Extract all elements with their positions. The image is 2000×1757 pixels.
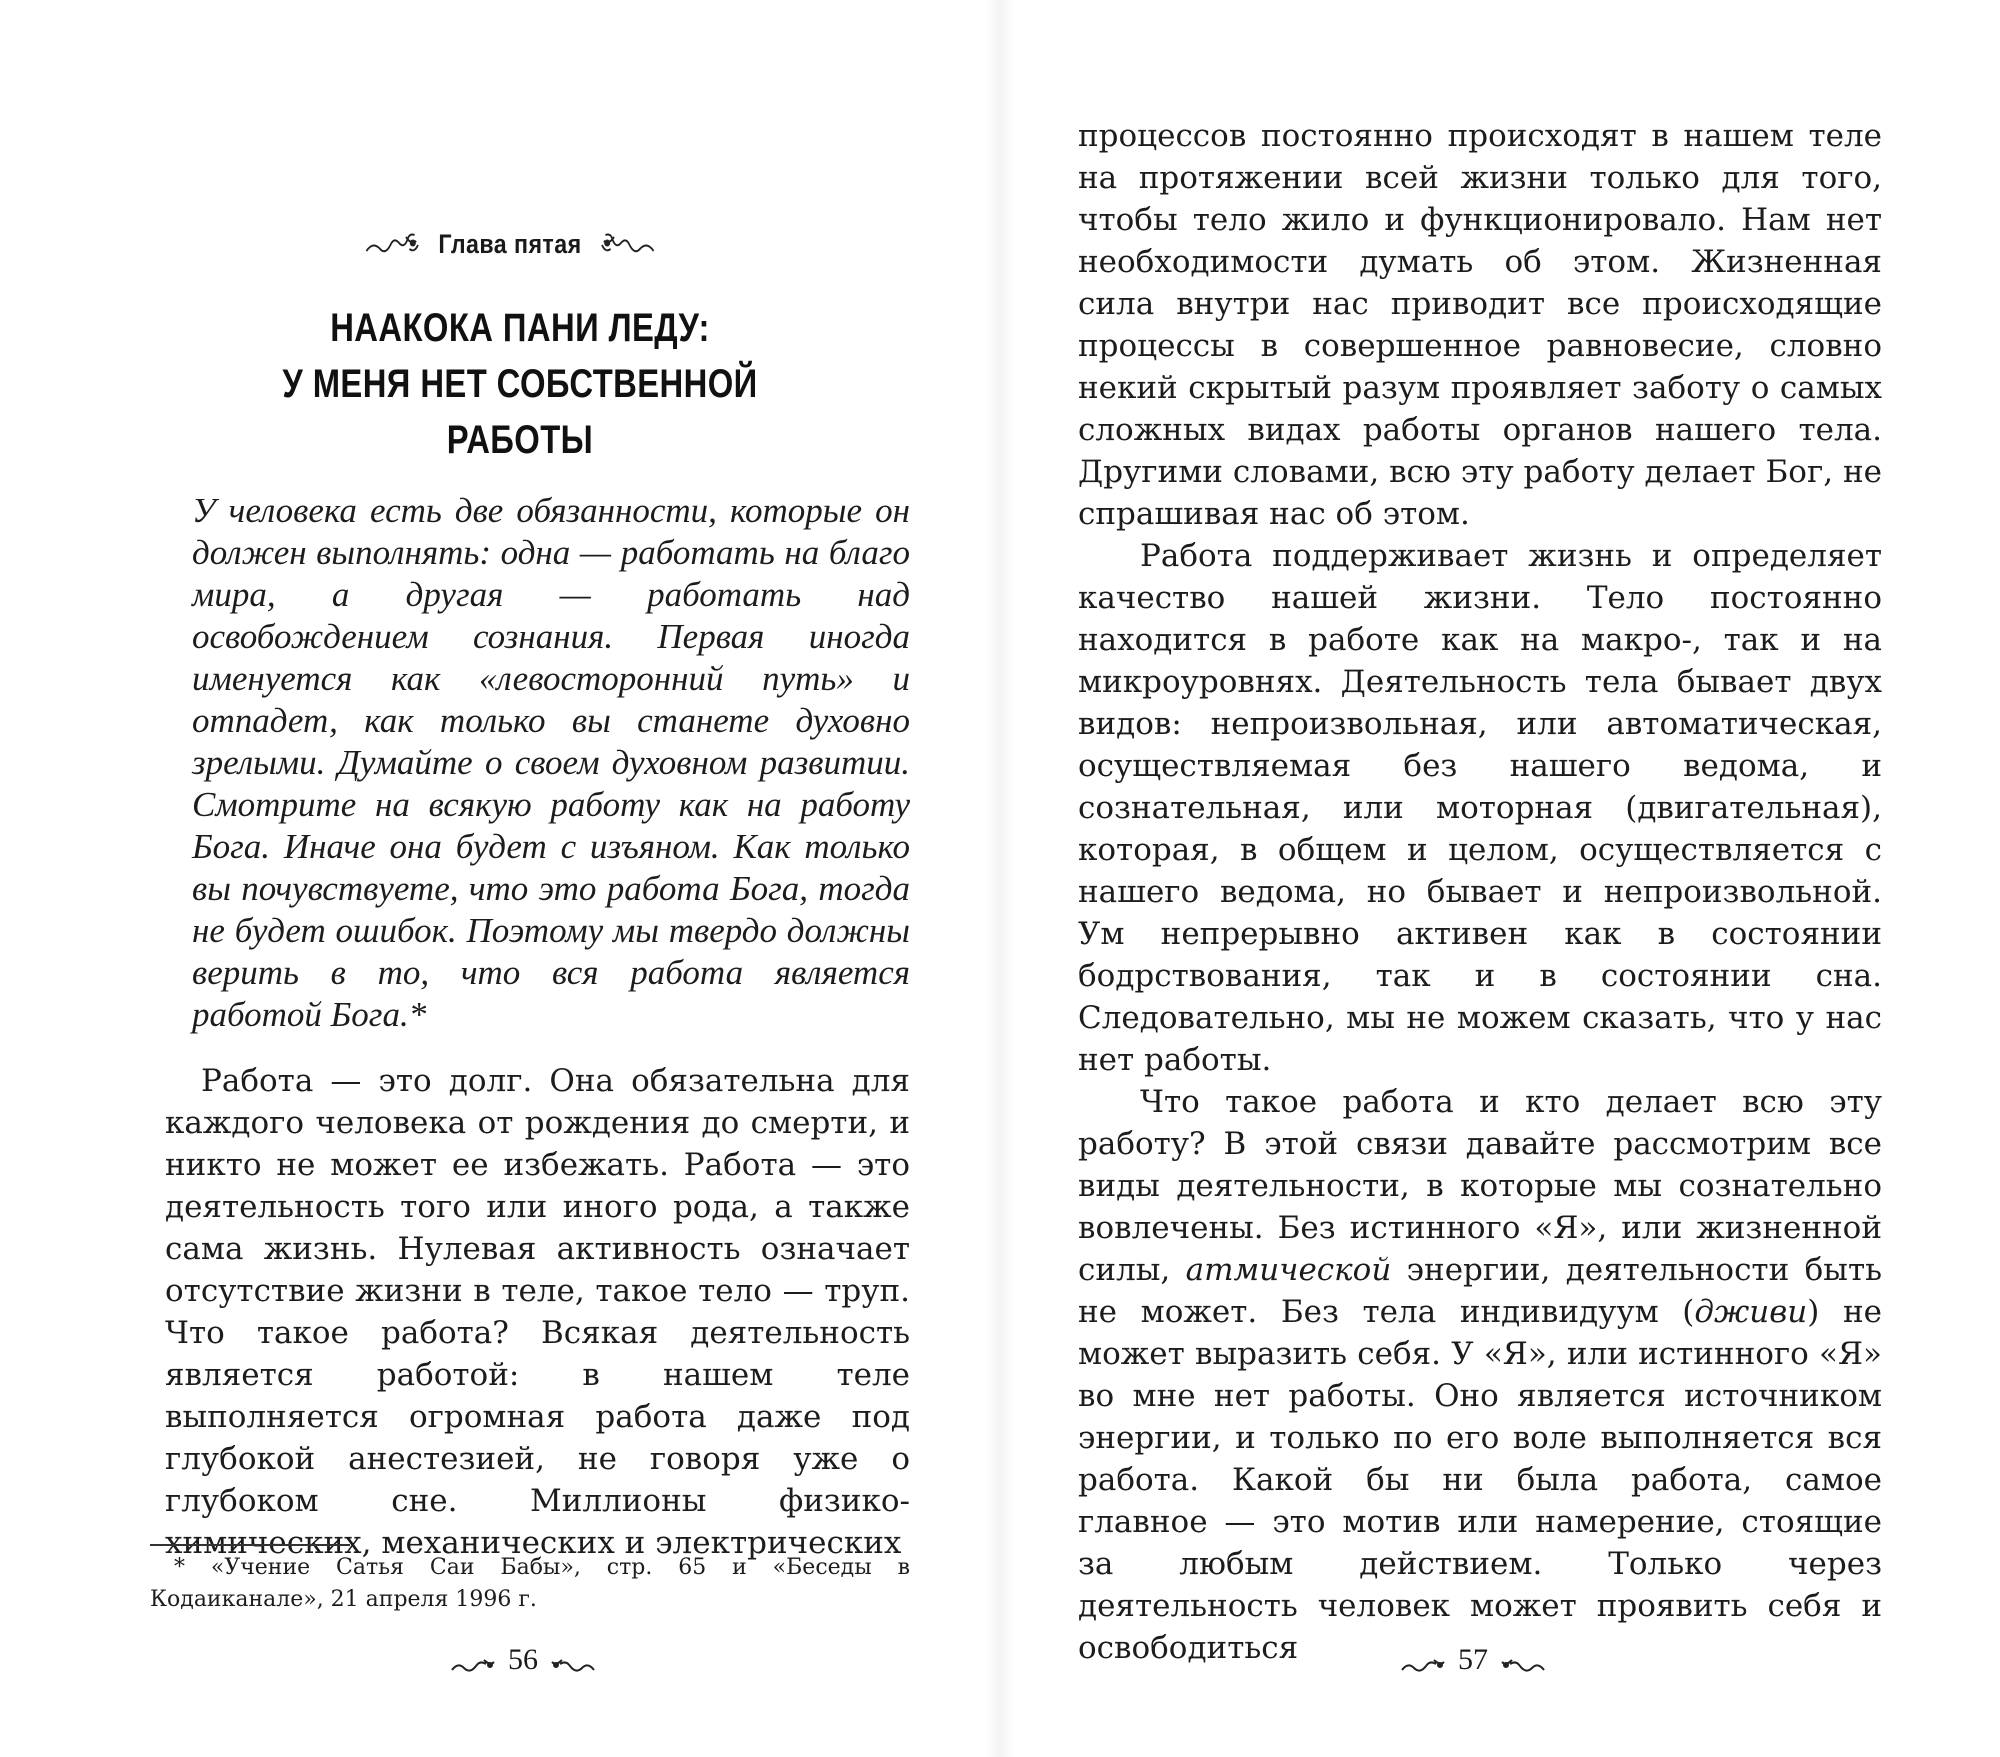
page-number: 57	[1458, 1643, 1488, 1676]
chapter-title-line-1: НААКОКА ПАНИ ЛЕДУ:	[330, 306, 710, 350]
text-run: энергии, деятельности быть не может. Без тела индивидуум (	[1078, 1252, 1882, 1330]
body-paragraph: Работа поддерживает жизнь и определяет качество нашей жизни. Тело постоянно находится в работе как на макро-, так и на микроуровнях. Деятельность тела бывает двух видов: непроизвольная, или автоматическая, осуществляемая без нашего ведома, и сознательная, или моторная (двигательная), которая, в общем и целом, осуществляется с нашего ведома, но бывает и непроизвольной. Ум непрерывно активен как в состоянии бодрствования, так и в состоянии сна. Следовательно, мы не можем сказать, что у нас нет работы.	[1078, 538, 1882, 1078]
footnote-rule	[150, 1544, 350, 1546]
body-paragraph: процессов постоянно происходят в нашем теле на протяжении всей жизни только для того, чтобы тело жило и функционировало. Нам нет необходимости думать об этом. Жизненная сила внутри нас приводит все происходящие процессы в совершенное равновесие, словно некий скрытый разум проявляет заботу о самых сложных видах работы органов нашего тела. Другими словами, всю эту работу делает Бог, не спрашивая нас об этом.	[1078, 118, 1882, 532]
scroll-ornament-icon	[600, 231, 655, 257]
chapter-title	[233, 300, 807, 468]
footnote: * «Учение Сатья Саи Бабы», стр. 65 и «Беседы в Кодаиканале», 21 апреля 1996 г.	[150, 1555, 910, 1612]
right-page	[1000, 0, 2000, 1757]
text-run: ) не может выразить себя. У «Я», или истинного «Я» во мне нет работы. Оно является источником энергии, и только по его воле выполняется вся работа. Какой бы ни была работа, самое главное — это мотив или намерение, стоящие за любым действием. Только через деятельность человек может проявить себя и освободиться	[1078, 1294, 1882, 1666]
body-paragraph	[1078, 1081, 1882, 1669]
page-number-right	[1400, 1640, 1546, 1680]
italic-term: атмической	[1185, 1252, 1392, 1288]
chapter-title-line-2: У МЕНЯ НЕТ СОБСТВЕННОЙ РАБОТЫ	[282, 362, 758, 462]
scroll-ornament-icon	[450, 1650, 496, 1670]
chapter-label	[364, 222, 656, 266]
right-page-body	[1078, 115, 1882, 1669]
scroll-ornament-icon	[1400, 1650, 1446, 1670]
chapter-label-text: Глава пятая	[438, 228, 582, 259]
text-run: Что такое работа и кто делает всю эту работу? В этой связи давайте рассмотрим все виды деятельности, в которые мы сознательно вовлечены. Без истинного «Я», или жизненной силы,	[1078, 1084, 1882, 1288]
italic-term: дживи	[1694, 1294, 1808, 1330]
scroll-ornament-icon	[1500, 1650, 1546, 1670]
page-number: 56	[508, 1643, 538, 1676]
scroll-ornament-icon	[364, 231, 419, 257]
page-number-left	[450, 1640, 596, 1680]
scroll-ornament-icon	[550, 1650, 596, 1670]
body-paragraph: Работа — это долг. Она обязательна для каждого человека от рождения до смерти, и никто не может ее избежать. Работа — это деятельность того или иного рода, а также сама жизнь. Нулевая активность означает отсутствие жизни в теле, такое тело — труп. Что такое работа? Всякая деятельность является работой: в нашем теле выполняется огромная работа даже под глубокой анестезией, не говоря уже о глубоком сне. Миллионы физико-химических, механических и электрических	[165, 1063, 910, 1561]
epigraph-quote: У человека есть две обязанности, которые он должен выполнять: одна — работать на благо мира, а другая — работать над освобождением сознания. Первая иногда именуется как «левосторонний путь» и отпадет, как только вы станете духовно зрелыми. Думайте о своем духовном развитии. Смотрите на всякую работу как на работу Бога. Иначе она будет с изъяном. Как только вы почувствуете, что это работа Бога, тогда не будет ошибок. Поэтому мы твердо должны верить в то, что вся работа является работой Бога.*	[192, 491, 910, 1034]
